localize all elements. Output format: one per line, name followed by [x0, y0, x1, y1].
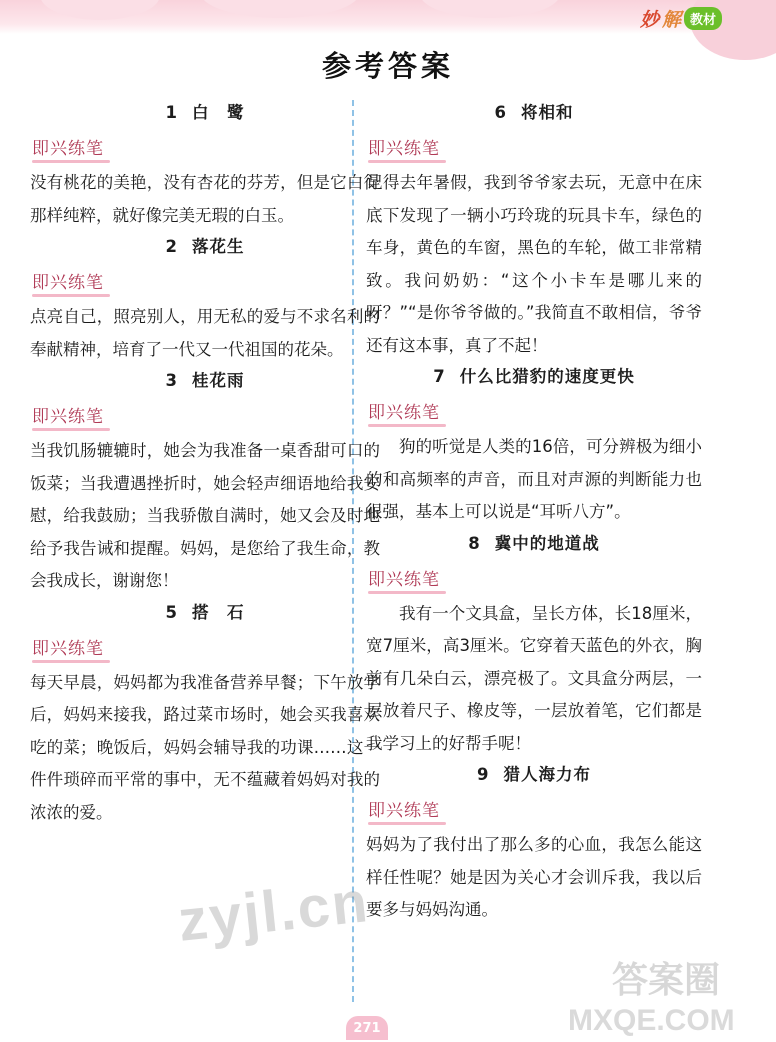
section-name: 白 鹭 [191, 103, 245, 122]
practice-tag: 即兴练笔 [368, 565, 440, 592]
section-title [366, 366, 702, 388]
page-number: 271 [346, 1016, 388, 1040]
section-title [366, 764, 702, 786]
practice-tag: 即兴练笔 [32, 402, 104, 429]
practice-tag: 即兴练笔 [32, 134, 104, 161]
section-title [30, 102, 380, 124]
page-title: 参考答案 [321, 49, 454, 83]
section-number: 2 [165, 237, 178, 256]
section-title [30, 602, 380, 624]
section-name: 什么比猎豹的速度更快 [459, 367, 635, 386]
section-number: 3 [165, 371, 178, 390]
section-number: 9 [477, 765, 490, 784]
section-number: 8 [468, 533, 481, 553]
right-column [366, 98, 702, 931]
brand-char: 解 [661, 8, 681, 31]
watermark-corner-top: 答案圈 [612, 959, 721, 1000]
answer-paragraph: 没有桃花的美艳，没有杏花的芬芳，但是它白得那样纯粹，就好像完美无瑕的白玉。 [30, 173, 380, 225]
answer-paragraph: 点亮自己，照亮别人，用无私的爱与不求名利的奉献精神，培育了一代又一代祖国的花朵。 [30, 307, 380, 359]
section-name: 猎人海力布 [503, 765, 591, 784]
watermark-center: zyjl.cn [175, 869, 373, 954]
practice-tag: 即兴练笔 [368, 134, 440, 161]
section-title [30, 236, 380, 258]
section-title [366, 102, 702, 124]
answer-paragraph: 妈妈为了我付出了那么多的心血，我怎么能这样任性呢？她是因为关心才会训斥我，我以后要多与妈妈沟通。 [366, 835, 702, 919]
brand-script: 妙 [639, 8, 659, 31]
answer-paragraph: 我有一个文具盒，呈长方体，长18厘米，宽7厘米，高3厘米。它穿着天蓝色的外衣，胸前有几朵白云，漂亮极了。文具盒分两层，一层放着尺子、橡皮等，一层放着笔，它们都是我学习上的好帮手呢！ [366, 603, 702, 753]
section-name: 桂花雨 [191, 371, 245, 390]
practice-tag: 即兴练笔 [32, 268, 104, 295]
brand-badge: 教材 [684, 7, 722, 30]
answer-paragraph: 每天早晨，妈妈都为我准备营养早餐；下午放学后，妈妈来接我，路过菜市场时，她会买我喜欢吃的菜；晚饭后，妈妈会辅导我的功课……这一件件琐碎而平常的事中，无不蕴藏着妈妈对我的浓浓的爱。 [30, 672, 380, 822]
section-number: 7 [433, 367, 446, 386]
practice-tag: 即兴练笔 [368, 796, 440, 823]
section-number: 6 [494, 103, 507, 122]
watermark-corner-bottom: MXQE.COM [568, 1004, 735, 1037]
section-number: 5 [165, 602, 178, 622]
section-name: 冀中的地道战 [494, 533, 600, 553]
section-title [30, 370, 380, 392]
answer-paragraph: 当我饥肠辘辘时，她会为我准备一桌香甜可口的饭菜；当我遭遇挫折时，她会轻声细语地给我安慰，给我鼓励；当我骄傲自满时，她又会及时地给予我告诫和提醒。妈妈，是您给了我生命，教会我成长，谢谢您！ [30, 441, 380, 590]
section-name: 落花生 [191, 237, 245, 256]
section-title [366, 533, 702, 555]
section-name: 将相和 [520, 103, 574, 122]
section-number: 1 [165, 103, 178, 122]
answer-paragraph: 狗的听觉是人类的16倍，可分辨极为细小的和高频率的声音，而且对声源的判断能力也很强，基本上可以说是“耳听八方”。 [366, 437, 702, 521]
answer-paragraph: 记得去年暑假，我到爷爷家去玩，无意中在床底下发现了一辆小巧玲珑的玩具卡车，绿色的车身，黄色的车窗，黑色的车轮，做工非常精致。我问奶奶：“这个小卡车是哪儿来的呀？”“是你爷爷做的。”我简直不敢相信，爷爷还有这本事，真了不起！ [366, 173, 702, 355]
practice-tag: 即兴练笔 [368, 398, 440, 425]
left-column [30, 98, 380, 833]
practice-tag: 即兴练笔 [32, 634, 104, 661]
section-name: 搭 石 [191, 602, 245, 622]
brand-logo [640, 6, 722, 30]
